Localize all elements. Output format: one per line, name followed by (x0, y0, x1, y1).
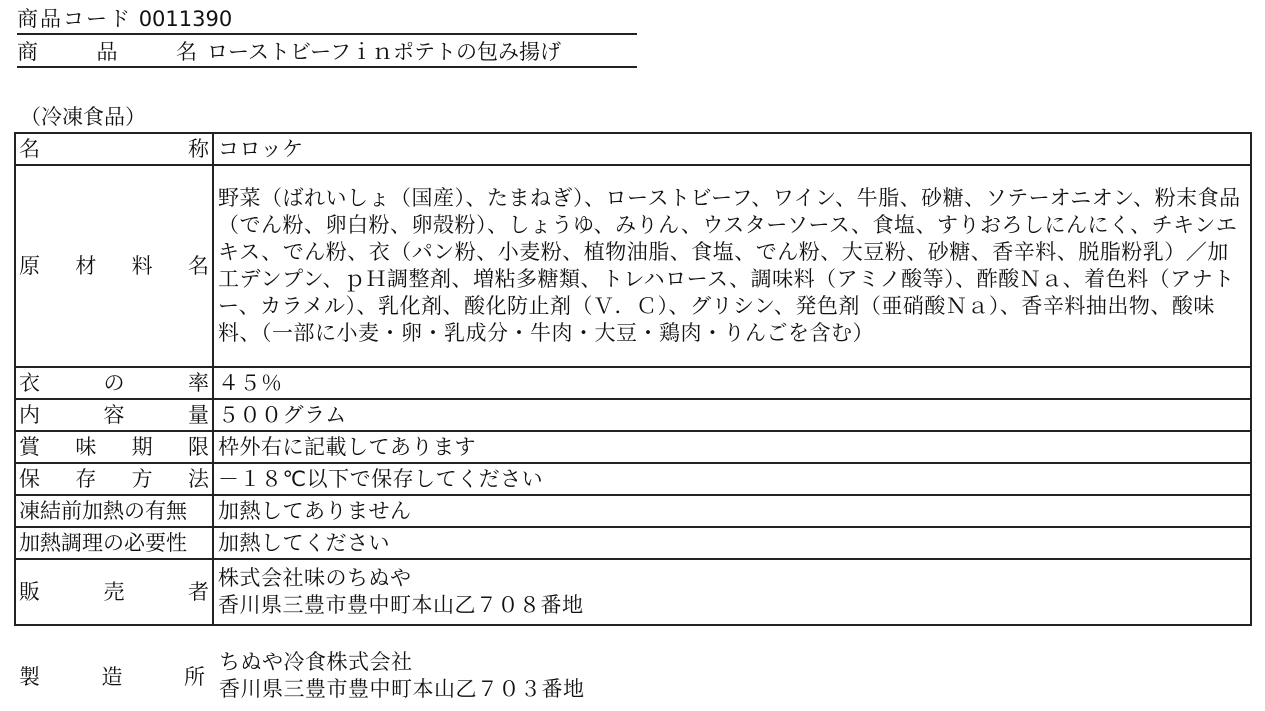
content-label (15, 399, 213, 431)
label-char: 名 (187, 253, 209, 278)
storage-label (15, 463, 213, 495)
label-char: の (103, 370, 125, 395)
best-before-value: 枠外右に記載してあります (213, 431, 1251, 463)
label-char: 売 (103, 579, 125, 604)
content-value: ５００グラム (213, 399, 1251, 431)
label-char: 称 (188, 136, 209, 161)
table-row-ingredients (15, 165, 1251, 367)
food-category: （冷凍食品） (20, 105, 146, 129)
label-char: 味 (75, 434, 97, 459)
coating-ratio-label (15, 367, 213, 399)
table-row-coating (15, 367, 1251, 399)
label-char: 料 (131, 253, 153, 278)
label-char: 期 (131, 434, 153, 459)
cooking-required-value: 加熱してください (213, 527, 1251, 559)
best-before-label (15, 431, 213, 463)
product-code-label: 商品コード (17, 7, 132, 31)
storage-value: －１８℃以下で保存してください (213, 463, 1251, 495)
ingredients-value: 野菜（ばれいしょ（国産）、たまねぎ）、ローストビーフ、ワイン、牛脂、砂糖、ソテーオニオン、粉末食品（でん粉、卵白粉、卵殻粉）、しょうゆ、みりん、ウスターソース、食塩、すりおろしにんにく、チキンエキス、でん粉、衣（パン粉、小麦粉、植物油脂、食塩、でん粉、大豆粉、砂糖、香辛料、脱脂粉乳）／加工デンプン、ｐＨ調整剤、増粘多糖類、トレハロース、調味料（アミノ酸等）、酢酸Ｎａ、着色料（アナトー、カラメル）、乳化剤、酸化防止剤（Ｖ．Ｃ）、グリシン、発色剤（亜硝酸Ｎａ）、香辛料抽出物、酸味料、（一部に小麦・卵・乳成分・牛肉・大豆・鶏肉・りんごを含む） (213, 165, 1251, 367)
table-row-best-before (15, 431, 1251, 463)
label-char: 存 (75, 466, 97, 491)
ingredients-label (15, 165, 213, 367)
cooking-required-label: 加熱調理の必要性 (15, 527, 213, 559)
product-name-line (17, 38, 637, 68)
label-char: 限 (187, 434, 209, 459)
name-value: コロッケ (213, 133, 1251, 165)
label-char: 材 (75, 253, 97, 278)
seller-value (213, 559, 1251, 625)
name-label (15, 133, 213, 165)
product-code-line (17, 5, 637, 35)
seller-company: 株式会社味のちぬや (218, 566, 412, 590)
label-char: 名 (176, 40, 199, 64)
label-char: 量 (188, 402, 209, 427)
label-char: 賞 (19, 434, 40, 459)
label-char: 衣 (19, 370, 40, 395)
manufacturer-company: ちぬや冷食株式会社 (219, 650, 413, 674)
table-row-cooking-required (15, 527, 1251, 559)
label-char: 保 (19, 466, 40, 491)
product-code-value: 0011390 (138, 7, 233, 31)
label-char: 製 (19, 665, 40, 689)
label-char: 率 (188, 370, 209, 395)
product-name-label (17, 38, 207, 66)
label-char: 法 (187, 466, 209, 491)
label-char: 品 (96, 40, 120, 64)
label-char: 販 (19, 579, 40, 604)
seller-address: 香川県三豊市豊中町本山乙７０８番地 (218, 593, 584, 617)
product-name-value: ローストビーフｉｎポテトの包み揚げ (207, 40, 562, 64)
label-char: 造 (101, 665, 123, 689)
table-row-heated-before-freezing (15, 495, 1251, 527)
seller-label (15, 559, 213, 625)
label-char: 原 (19, 253, 40, 278)
heated-before-freezing-label: 凍結前加熱の有無 (15, 495, 213, 527)
label-char: 者 (188, 579, 209, 604)
manufacturer-address: 香川県三豊市豊中町本山乙７０３番地 (219, 677, 585, 701)
label-char: 内 (19, 402, 40, 427)
label-char: 容 (103, 402, 125, 427)
manufacturer-value (219, 649, 585, 703)
heated-before-freezing-value: 加熱してありません (213, 495, 1251, 527)
label-char: 方 (131, 466, 153, 491)
manufacturer-block (14, 648, 1252, 704)
food-label-table (14, 132, 1252, 626)
label-char: 所 (184, 665, 205, 689)
table-row-seller (15, 559, 1251, 625)
manufacturer-label (19, 648, 205, 704)
label-char: 名 (19, 136, 40, 161)
label-char: 商 (17, 40, 40, 64)
table-row-storage (15, 463, 1251, 495)
table-row-name (15, 133, 1251, 165)
coating-ratio-value: ４５％ (213, 367, 1251, 399)
table-row-content (15, 399, 1251, 431)
